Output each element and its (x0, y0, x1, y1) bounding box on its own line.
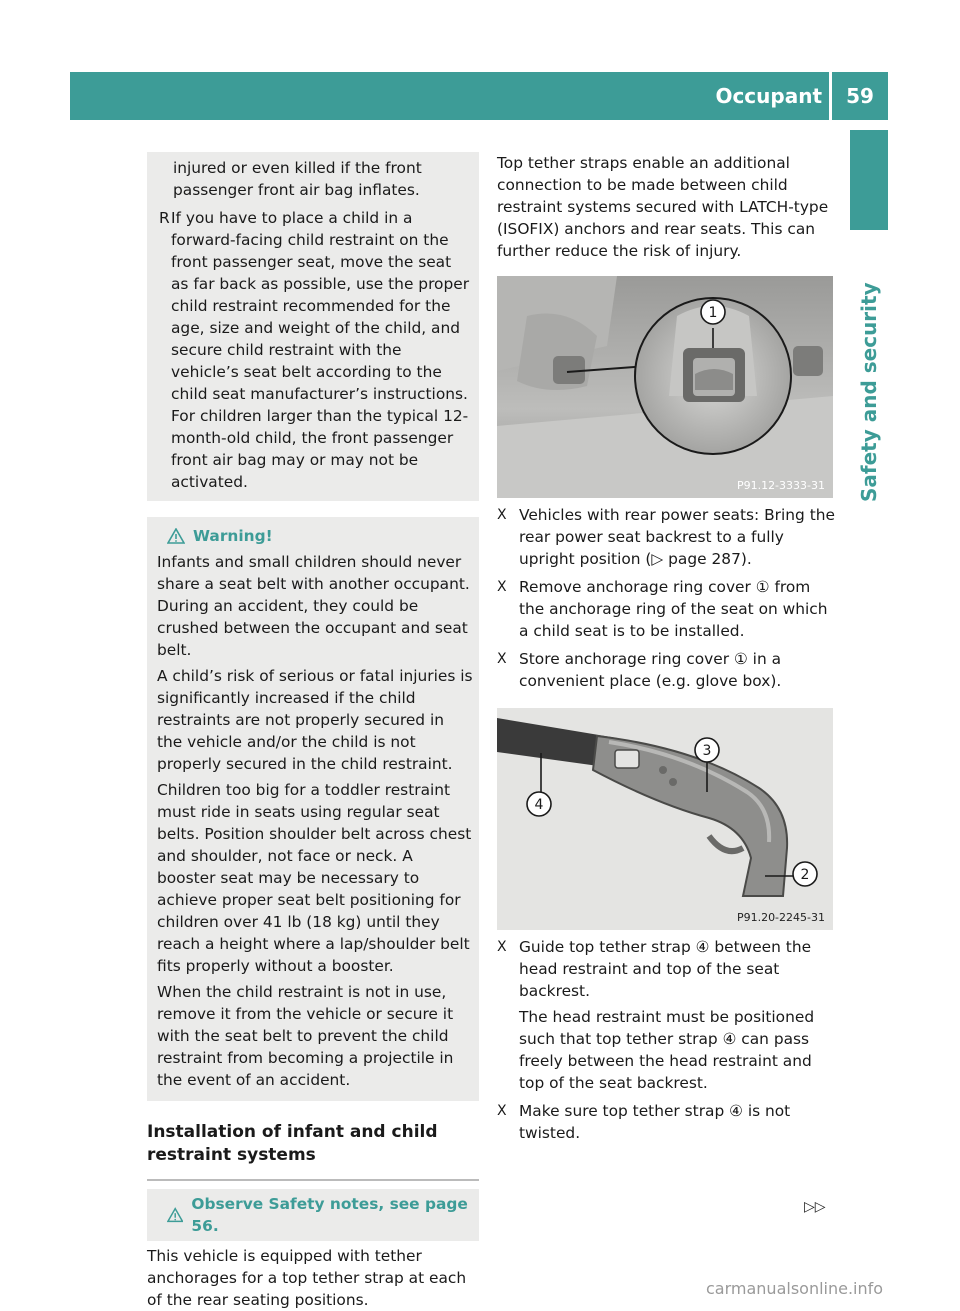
instruction-step (497, 1100, 837, 1144)
body-text: This vehicle is equipped with tether anchorages for a top tether strap at each of the rear seating positions. (147, 1247, 467, 1309)
continued-arrow-icon: ▷▷ (804, 1199, 826, 1215)
step-text: Remove anchorage ring cover ① from the anchorage ring of the seat on which a child seat is to be installed. (519, 578, 828, 640)
tether-illustration (497, 708, 833, 930)
bullet-icon: R (159, 209, 170, 227)
observe-note-box (147, 1189, 479, 1241)
instruction-step (497, 504, 837, 570)
warning-paragraph: When the child restraint is not in use, remove it from the vehicle or secure it with the seat belt to prevent the child restraint from becoming a projectile in the event of an accident. (157, 983, 454, 1089)
right-column (497, 152, 837, 1144)
bullet-item (159, 207, 473, 493)
warning-paragraph: Infants and small children should never share a seat belt with another occupant. During an accident, they could be crushed between the occupant and seat belt. (157, 553, 470, 659)
left-column (147, 152, 479, 1311)
step-text: Vehicles with rear power seats: Bring the rear power seat backrest to a fully upright position (▷ page 287). (519, 506, 835, 568)
bullet-text: If you have to place a child in a forward-facing child restraint on the front passenger seat, move the seat as far back as possible, use the proper child restraint recommended for the age, size and weight of the child, and secure child restraint with the vehicle’s seat belt according to the child seat manufacturer’s instructions. For children larger than the typical 12-month-old child, the front passenger front air bag may or may not be activated. (171, 209, 470, 491)
section-divider (147, 1179, 479, 1181)
step-text: Store anchorage ring cover ① in a convenient place (e.g. glove box). (519, 650, 782, 690)
callout-4: 4 (534, 797, 544, 813)
side-tab-label: Safety and security (857, 282, 881, 502)
side-tab (850, 130, 888, 230)
step-text: Make sure top tether strap ④ is not twisted. (519, 1102, 791, 1142)
anchorage-illustration (497, 276, 833, 498)
warning-triangle-icon (167, 528, 185, 544)
callout-3: 3 (702, 743, 712, 759)
step-arrow-icon: X (497, 579, 507, 595)
shaded-note-box (147, 152, 479, 501)
tether-photo (497, 708, 833, 930)
warning-heading (167, 525, 473, 547)
warning-title: Warning! (193, 527, 273, 545)
continued-text: injured or even killed if the front passenger front air bag inflates. (173, 159, 422, 199)
callout-2: 2 (800, 867, 810, 883)
warning-paragraph: A child’s risk of serious or fatal injuries is significantly increased if the child restraints are not properly secured in the vehicle and/or the child is not properly secured in the child restraint. (157, 667, 473, 773)
warning-triangle-icon (167, 1207, 183, 1223)
warning-box (147, 517, 479, 1101)
instruction-step (497, 576, 837, 642)
intro-text: Top tether straps enable an additional connection to be made between child restraint systems secured with LATCH-type (ISOFIX) anchors and rear seats. This can further reduce the risk of injury. (497, 154, 829, 260)
page-title: Occupant safety (715, 84, 822, 156)
step-arrow-icon: X (497, 651, 507, 667)
observe-heading (167, 1193, 473, 1237)
callout-1: 1 (708, 305, 718, 321)
anchorage-photo (497, 276, 833, 498)
section-heading: Installation of infant and child restraint systems (147, 1122, 438, 1165)
observe-note-text: Observe Safety notes, see page 56. (191, 1195, 468, 1235)
image-caption: P91.20-2245-31 (736, 911, 825, 924)
watermark: carmanualsonline.info (706, 1279, 884, 1298)
image-caption: P91.12-3333-31 (736, 479, 825, 492)
warning-paragraph: Children too big for a toddler restraint must ride in seats using regular seat belts. Position shoulder belt across chest and shoulder, not face or neck. A booster seat may be necessary to achieve proper seat belt positioning for children over 41 lb (18 kg) until they reach a height where a lap/shoulder belt fits properly without a booster. (157, 781, 472, 975)
step-arrow-icon: X (497, 939, 507, 955)
step-arrow-icon: X (497, 507, 507, 523)
step-arrow-icon: X (497, 1103, 507, 1119)
step-continuation: The head restraint must be positioned such that top tether strap ④ can pass freely between the head restraint and top of the seat backrest. (519, 1008, 815, 1092)
instruction-step (497, 648, 837, 692)
page-number: 59 (846, 84, 874, 108)
step-text: Guide top tether strap ④ between the head restraint and top of the seat backrest. (519, 938, 812, 1000)
instruction-step (497, 936, 837, 1002)
